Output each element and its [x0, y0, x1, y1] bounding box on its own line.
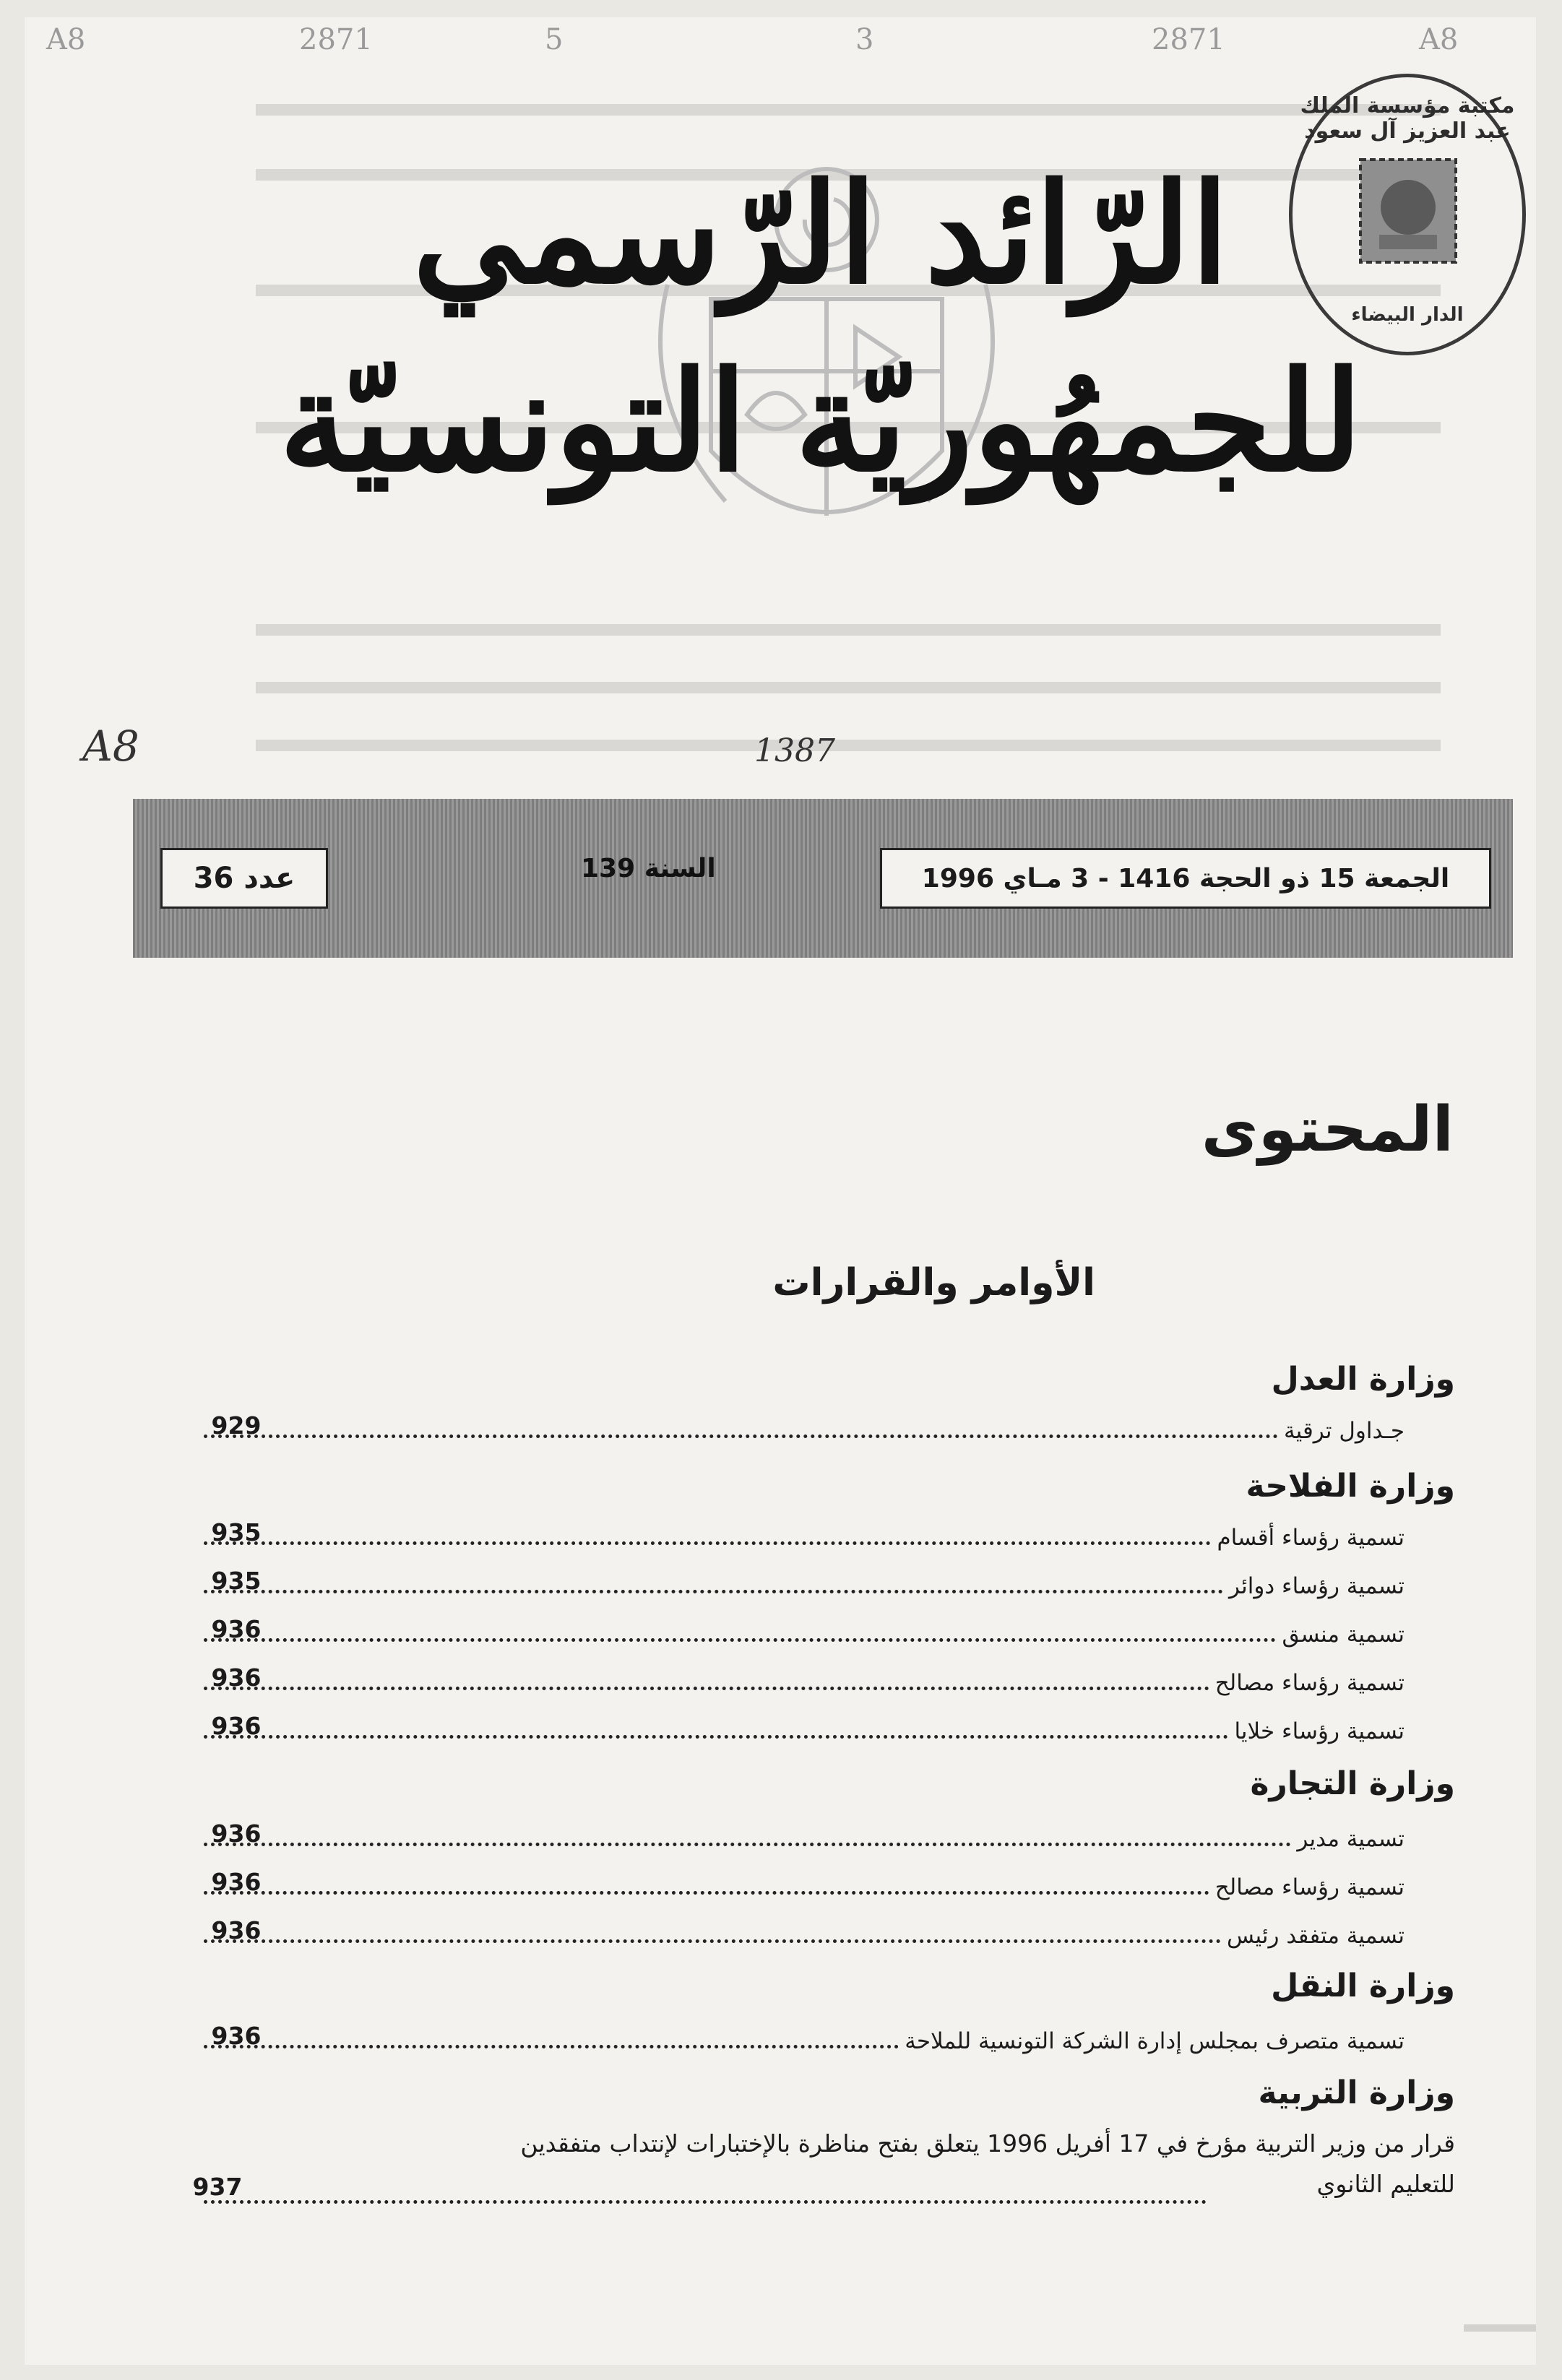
catalogue-mark: 2871: [299, 23, 373, 56]
toc-page-number: 936: [211, 1916, 262, 1944]
toc-entry-title: جـداول ترقية: [1283, 1418, 1404, 1444]
toc-page-number: 936: [211, 1712, 262, 1740]
toc-page-number: 935: [211, 1567, 262, 1595]
dot-leader: [204, 1939, 1221, 1943]
toc-entry-title: تسمية مدير: [1297, 1826, 1404, 1852]
ministry-heading: وزارة الفلاحة: [1246, 1468, 1455, 1505]
contents-title: المحتوى: [1201, 1094, 1454, 1166]
stamp-ring-text: مكتبة مؤسسة الملك عبد العزيز آل سعود: [1300, 93, 1515, 144]
toc-entry[interactable]: [204, 1408, 1404, 1444]
toc-entry[interactable]: [204, 1515, 1404, 1551]
ministry-heading: وزارة التجارة: [1250, 1765, 1455, 1802]
dot-leader: [204, 1687, 1209, 1690]
dot-leader: [204, 1891, 1209, 1895]
catalogue-mark: A8: [1419, 23, 1459, 56]
toc-entry[interactable]: [204, 2018, 1404, 2054]
toc-entry-title: تسمية رؤساء أقسام: [1217, 1525, 1404, 1551]
toc-entry-title: تسمية منسق: [1282, 1622, 1404, 1648]
handwritten-note-center: 1387: [754, 732, 835, 769]
catalogue-mark: 5: [545, 23, 564, 56]
toc-entry-title: تسمية رؤساء خلايا: [1234, 1718, 1404, 1744]
dot-leader: [204, 2171, 1207, 2204]
ministry-heading: وزارة النقل: [1271, 1968, 1455, 2004]
toc-page-number: 936: [211, 1663, 262, 1692]
toc-entry-title: تسمية رؤساء دوائر: [1229, 1573, 1404, 1599]
dot-leader: [204, 1541, 1211, 1545]
toc-entry[interactable]: [204, 1563, 1404, 1599]
catalogue-mark: A8: [46, 23, 86, 56]
bleed-through-line: [256, 624, 1441, 636]
bleed-through-line: [256, 682, 1441, 693]
issue-number: عدد 36: [160, 848, 328, 909]
issue-year: السنة 139: [581, 854, 716, 883]
ministry-heading: وزارة العدل: [1271, 1361, 1455, 1398]
toc-entry-title: تسمية متصرف بمجلس إدارة الشركة التونسية للملاحة: [905, 2028, 1404, 2054]
toc-entry[interactable]: [204, 1611, 1404, 1648]
bleed-through-footer: [1319, 2314, 1536, 2343]
issue-date: الجمعة 15 ذو الحجة 1416 - 3 مـاي 1996: [880, 848, 1491, 909]
toc-page-number: 936: [211, 1819, 262, 1848]
dot-leader: [204, 1735, 1228, 1739]
toc-entry-title: تسمية متفقد رئيس: [1227, 1923, 1404, 1949]
toc-entry[interactable]: [204, 1864, 1404, 1900]
gazette-masthead: [185, 140, 1457, 516]
masthead-line-1: الرّائد الرّسمي: [413, 153, 1229, 314]
toc-entry[interactable]: [204, 1708, 1404, 1744]
catalogue-marks: [25, 17, 1536, 61]
bleed-through-line: [256, 104, 1441, 116]
ministry-heading: وزارة التربية: [1258, 2074, 1455, 2111]
catalogue-mark: 3: [855, 23, 874, 56]
toc-page-number: 936: [211, 2022, 262, 2050]
catalogue-mark: 2871: [1152, 23, 1225, 56]
masthead-line-2: للجمهُوريّة التونسيّة: [279, 341, 1363, 502]
dot-leader: [204, 1590, 1223, 1593]
toc-page-number: 935: [211, 1518, 262, 1546]
toc-entry-title: تسمية رؤساء مصالح: [1214, 1670, 1404, 1696]
bleed-through-line: [256, 740, 1441, 751]
toc-page-number: 929: [211, 1411, 262, 1440]
dot-leader: [204, 1843, 1291, 1846]
toc-page-number: 936: [211, 1615, 262, 1643]
handwritten-note-left: A8: [82, 722, 139, 771]
toc-paragraph-continued: للتعليم الثانوي: [1316, 2170, 1455, 2198]
dot-leader: [204, 1435, 1278, 1438]
toc-paragraph: قرار من وزير التربية مؤرخ في 17 أفريل 1996 يتعلق بفتح مناظرة بالإختبارات لإنتداب متفقدين: [520, 2129, 1455, 2158]
toc-page-number: 936: [211, 1868, 262, 1896]
dot-leader: [204, 2045, 899, 2048]
section-title: الأوامر والقرارات: [772, 1261, 1095, 1304]
toc-entry[interactable]: [204, 1660, 1404, 1696]
gazette-page: [25, 17, 1536, 2365]
dot-leader: [204, 1638, 1276, 1642]
stamp-city: الدار البيضاء: [1351, 304, 1464, 326]
toc-entry-title: تسمية رؤساء مصالح: [1214, 1874, 1404, 1900]
toc-page-number: 937: [192, 2173, 243, 2201]
toc-entry[interactable]: [204, 1816, 1404, 1852]
toc-entry[interactable]: [204, 1913, 1404, 1949]
